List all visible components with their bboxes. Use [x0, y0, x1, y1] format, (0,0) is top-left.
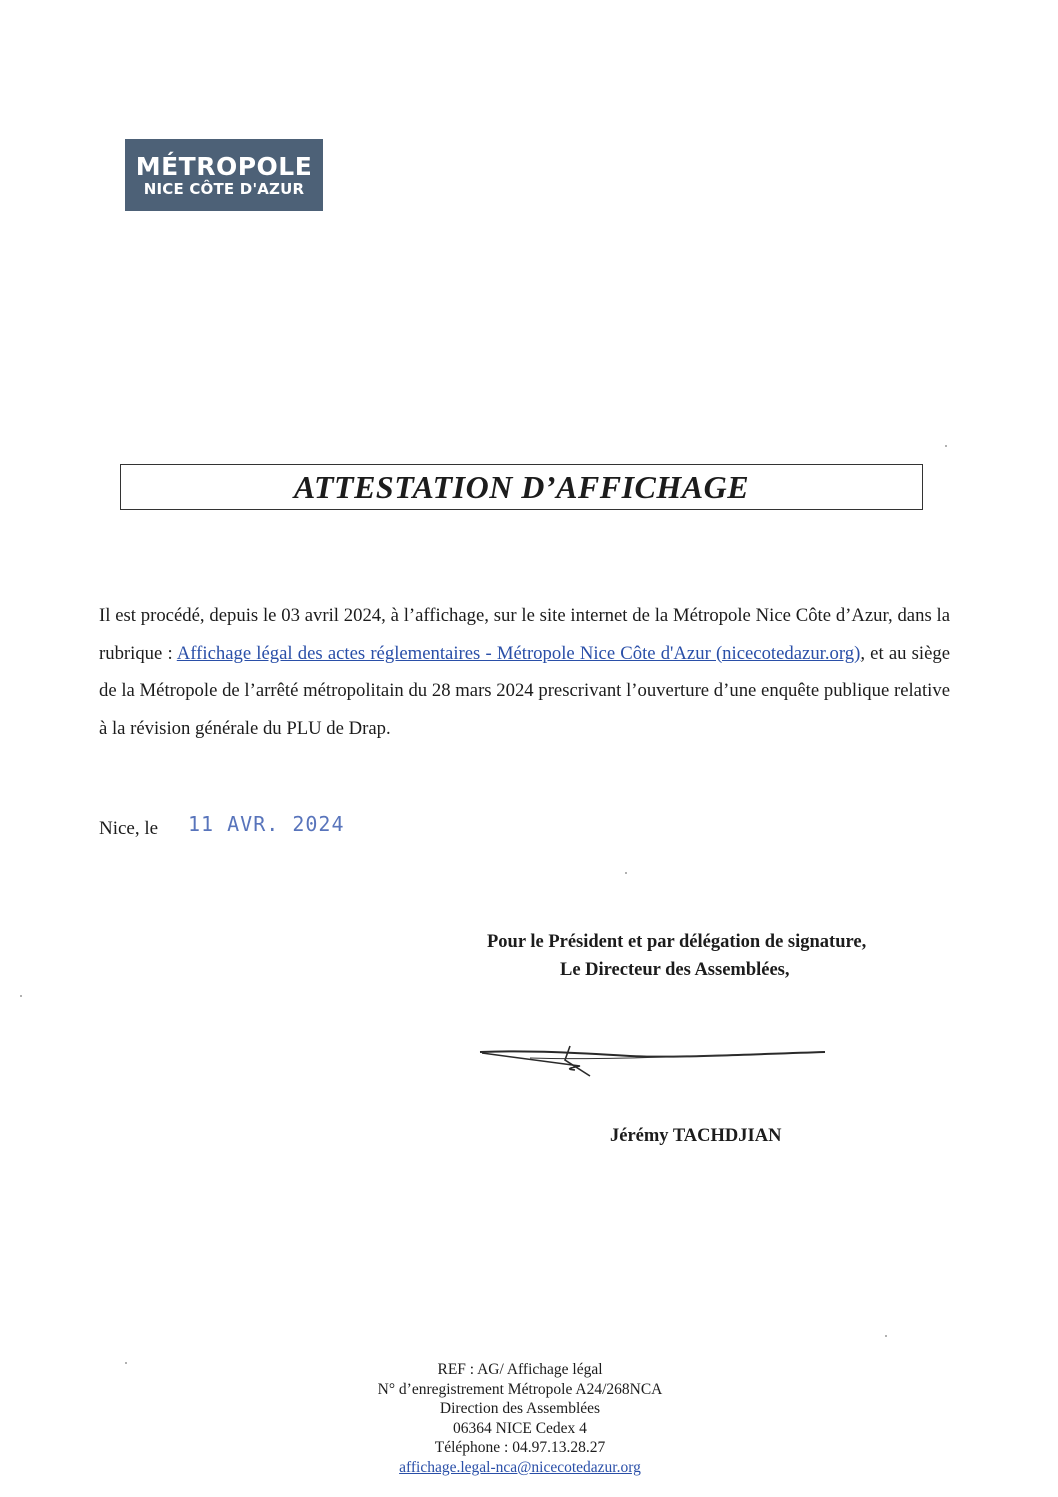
footer-phone: Téléphone : 04.97.13.28.27: [434, 1439, 606, 1456]
document-title: ATTESTATION D’AFFICHAGE: [293, 468, 750, 505]
footer: [300, 1360, 740, 1477]
signature-role-line: Le Directeur des Assemblées,: [560, 960, 790, 980]
footer-registration: N° d’enregistrement Métropole A24/268NCA: [377, 1380, 663, 1398]
paragraph-part-1: Il est procédé, depuis le 03 avril 2024, à l’affichage, sur le site internet de la Métropole Nice Côte d’Azur, dans la rubrique :: [99, 605, 950, 664]
affichage-legal-link[interactable]: Affichage légal des actes réglementaires - Métropole Nice Côte d'Azur (nicecotedazur.org): [176, 642, 861, 664]
scan-speck: [945, 445, 947, 447]
date-label: Nice, le: [99, 818, 159, 839]
signer-name: Jérémy TACHDJIAN: [610, 1126, 782, 1146]
scan-speck: [885, 1335, 887, 1337]
footer-address: 06364 NICE Cedex 4: [453, 1419, 587, 1437]
logo-line-1: MÉTROPOLE: [135, 151, 313, 181]
logo-line-2: NICE CÔTE D'AZUR: [143, 179, 305, 198]
handwritten-signature: [470, 1038, 840, 1083]
signature-block: [480, 928, 930, 984]
scan-speck: [20, 995, 22, 997]
footer-email[interactable]: affichage.legal-nca@nicecotedazur.org: [399, 1458, 641, 1476]
date-stamp: 11 AVR. 2024: [188, 812, 345, 836]
document-title-box: [120, 464, 923, 510]
signature-delegation-line: Pour le Président et par délégation de signature,: [487, 932, 867, 952]
paragraph-part-2: , et au siège de la Métropole de l’arrêté métropolitain du 28 mars 2024 prescrivant l’ouverture d’une enquête publique relative à la révision générale du PLU de Drap.: [99, 642, 951, 739]
footer-ref: REF : AG/ Affichage légal: [437, 1361, 603, 1378]
scan-speck: [125, 1362, 127, 1364]
body-paragraph: [99, 597, 950, 747]
scan-speck: [625, 872, 627, 874]
metropole-logo: [125, 139, 323, 211]
footer-direction: Direction des Assemblées: [439, 1400, 601, 1417]
